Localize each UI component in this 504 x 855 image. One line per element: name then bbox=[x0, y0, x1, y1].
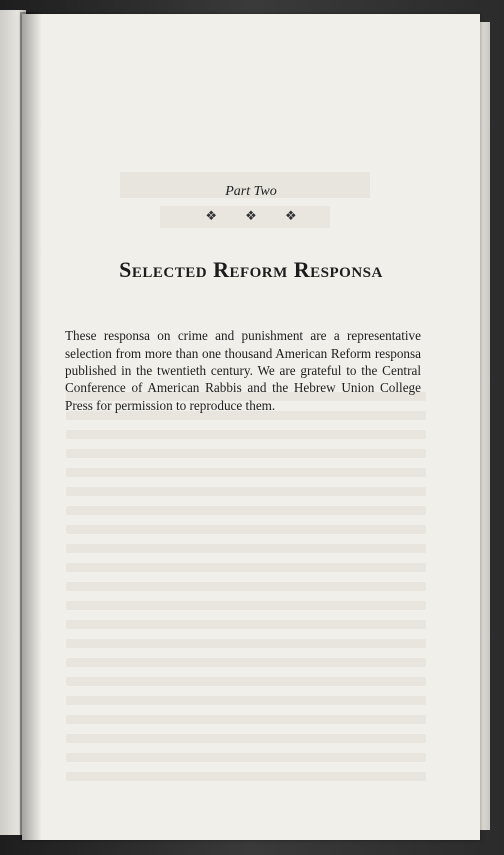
diamond-ornament-icon: ❖ bbox=[284, 209, 297, 224]
page-content bbox=[22, 14, 480, 840]
ornament-row bbox=[22, 209, 480, 224]
diamond-ornament-icon: ❖ bbox=[205, 209, 218, 224]
diamond-ornament-icon: ❖ bbox=[245, 209, 257, 224]
part-label: Part Two bbox=[225, 184, 277, 199]
section-title: Selected Reform Responsa bbox=[119, 257, 383, 282]
page-stack-edge bbox=[480, 22, 490, 830]
intro-paragraph: These responsa on crime and punishment are a representative selection from more than one thousand American Reform responsa published in the twentieth century. We are grateful to the Central Conference of American Rabbis and the Hebrew Union College Press for permission to reproduce them. bbox=[65, 328, 421, 413]
